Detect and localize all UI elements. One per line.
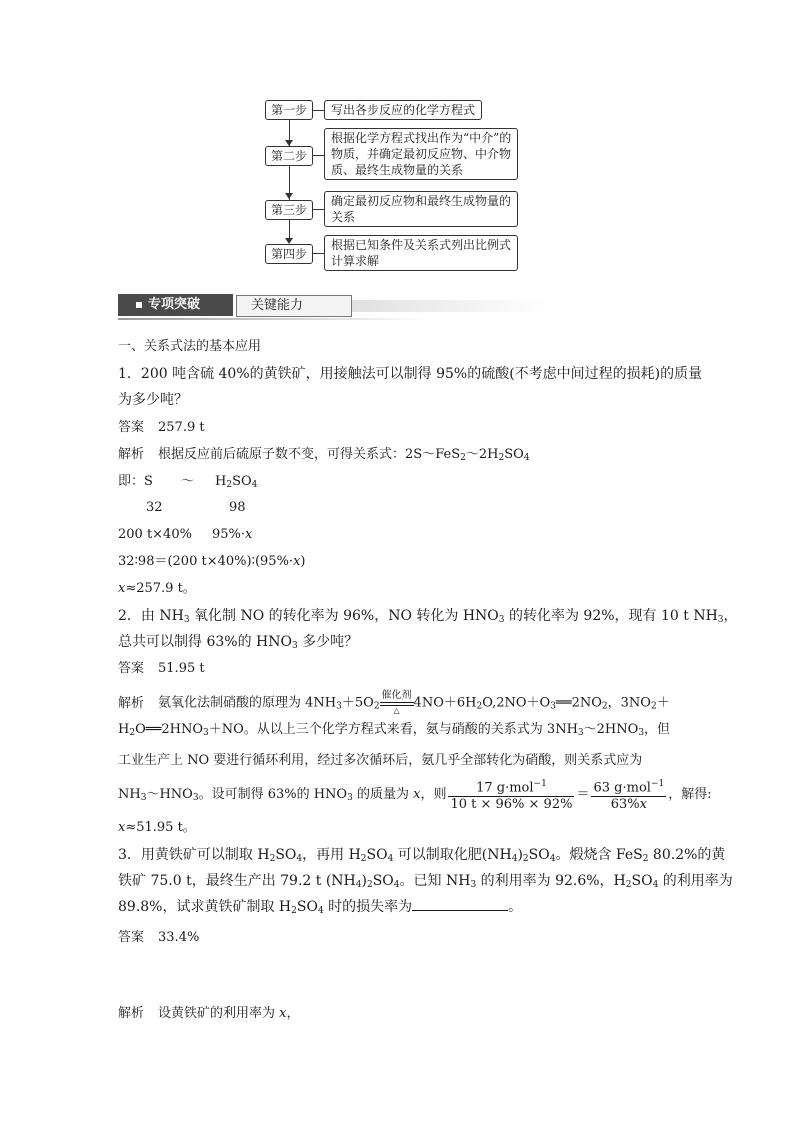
q2-line2 [118,633,358,655]
text: 。煅烧含 FeS [555,847,643,863]
q1-result [118,580,196,598]
sub: 3 [140,793,147,804]
flow-link [312,110,324,111]
text: 。 [508,899,523,915]
section-title: 一、关系式法的基本应用 [118,339,262,354]
q1-line1: 1．200 吨含硫 40%的黄铁矿，用接触法可以制得 95%的硫酸(不考虑中间过程的损耗)的质量 [118,366,703,382]
sub: 4 [652,880,659,890]
sub: 3 [192,793,199,804]
text: O══2HNO [135,722,204,737]
sub: 3 [498,615,505,625]
q2-result [118,819,196,837]
catalyst-condition [380,691,414,715]
answer-blank[interactable] [412,898,508,911]
analysis-label: 解析 [118,1006,145,1021]
text: O,2NO＋O [482,695,551,711]
q1-row1 [118,473,153,491]
text: ，再用 H [302,847,361,863]
analysis-label: 解析 [118,447,145,462]
text: 63% [610,797,640,813]
sub: 4 [251,480,258,490]
fraction-right [591,776,666,813]
text: SO [372,873,394,889]
sub: 2 [226,480,233,490]
text: 的利用率为 [658,873,733,889]
sub: 2 [498,453,505,463]
q1-row3-b [212,526,252,544]
q1-ratio [118,553,305,571]
banner-fade [352,300,548,312]
text: 。设可制得 63%的 HNO [198,787,348,803]
sub: 3 [347,793,353,804]
denominator: 10 t × 96% × 92% [450,797,573,813]
var-x: x [293,554,301,569]
sub: 2 [476,701,483,712]
sub: 4 [393,880,400,890]
sub: 2 [650,701,657,712]
q3-analysis [118,1005,300,1023]
q2-analysis-3: 工业生产上 NO 要进行循环利用，经过多次循环后，氨几乎全部转化为硝酸，则关系式应为 [118,753,643,768]
banner-light-label: 关键能力 [236,295,352,317]
text: ＋NO。从以上三个化学方程式来看，氨与硝酸的关系式为 3NH [208,722,578,737]
text: SO [504,447,524,462]
sub: 2 [522,854,529,864]
text: ) [517,847,523,863]
sub: 4 [523,453,530,463]
text: ，3NO [607,695,651,711]
sup: −1 [650,779,665,789]
square-icon [136,302,142,308]
text: 89.8%，试求黄铁矿制取 H [118,899,292,915]
answer-value: 33.4% [158,930,200,945]
sub: 2 [360,854,367,864]
sub: 4 [317,906,324,916]
var-x: x [413,787,421,803]
text: 即：S [118,474,153,489]
sub: 3 [336,701,342,712]
flow-desc-line: 关系 [331,210,356,224]
text: ) [361,873,367,889]
q3-line2 [118,872,733,894]
flow-desc-line: 质、最终生成物量的关系 [331,163,464,177]
answer-value: 51.95 t [158,661,205,676]
q1-row2-b: 98 [229,500,246,515]
text: NH [118,787,141,803]
banner-dark [118,294,233,316]
sub: 3 [291,641,298,651]
sub: 3 [470,880,477,890]
text: 95%· [212,527,246,542]
sub: 3 [183,615,190,625]
text: SO [232,474,252,489]
var-x: x [118,581,126,596]
text: 32∶98＝(200 t×40%)∶(95%· [118,554,294,569]
text: SO [528,847,550,863]
analysis-label: 解析 [118,695,145,711]
flow-link [312,253,324,254]
sub: 2 [601,701,608,712]
flow-desc-line: 根据化学方程式找出作为“中介”的 [331,131,512,145]
text: ≈257.9 t。 [125,581,196,596]
answer-label: 答案 [118,661,145,676]
flow-step-4: 第四步 [265,244,313,264]
sub: 4 [387,854,394,864]
q1-analysis [118,446,530,467]
text: 根据反应前后硫原子数不变，可得关系式：2S～FeS [158,447,461,462]
text: ， [723,608,738,624]
text: ≈51.95 t。 [125,820,196,835]
flow-desc-3 [324,191,518,227]
flow-desc-line: 写出各步反应的化学方程式 [331,103,476,117]
text: 80.2%的黄 [648,847,726,863]
text: 总共可以制得 63%的 HNO [118,634,292,650]
text: H [118,722,130,737]
sub: 2 [269,854,276,864]
q1-line2: 为多少吨？ [118,392,188,408]
text: SO [366,847,388,863]
text: 的转化率为 92%，现有 10 t NH [504,608,718,624]
sub: 2 [642,854,649,864]
text: ＋5O [341,695,374,711]
banner-underline [118,318,428,320]
flow-desc-line: 根据已知条件及关系式列出比例式 [331,238,512,252]
q1-row1-tilde: ～ [181,474,195,489]
sup: −1 [533,779,547,789]
text: ～HNO [146,787,193,803]
q1-row1-h2so4 [215,473,257,494]
answer-value: 257.9 t [158,420,205,435]
q1-row3-a: 200 t×40% [118,527,192,542]
q2-analysis-4: $NH_3\sim HNO_3$。设可制得 63%的 $HNO_3$ 的质量为 x，则 $\frac{17 g\cdot mol^{-1}}{10 t \times 96\% \times 92\%}$ ＝ $\frac{63 g\cdot mol^{-1}}{63\%x}$ ，解得: [118,776,712,816]
text: 4NO＋6H [413,695,477,711]
text: ， [286,1006,300,1021]
q1-answer [118,419,205,437]
var-x: x [279,1006,287,1021]
text: △ [393,706,400,715]
q2-analysis-1 [118,691,670,716]
answer-label: 答案 [118,930,145,945]
text: 催化剂 [381,690,412,701]
text: SO [275,847,297,863]
text: 的利用率为 92.6%，H [476,873,626,889]
text: H [215,474,227,489]
q2-answer [118,660,205,678]
text: 氨氧化法制硝酸的原理为 4NH [158,695,337,711]
text: 63 g·mol [593,780,651,796]
denominator [591,797,666,813]
answer-label: 答案 [118,420,145,435]
text: ～2H [465,447,499,462]
text: 铁矿 75.0 t，最终生产出 79.2 t (NH [118,873,356,889]
sub: 3 [550,701,556,712]
sub: 2 [291,906,297,916]
numerator [591,776,666,797]
sub: 2 [625,880,632,890]
q3-line1 [118,846,725,868]
flow-desc-4 [324,235,518,271]
sub: 4 [549,854,556,864]
sub: 2 [373,701,380,712]
flow-link [312,155,324,156]
q3-line3 [118,898,522,920]
text: 多少吨？ [297,634,359,650]
fraction-left [448,776,574,813]
text: 氧化制 NO 的转化率为 96%，NO 转化为 HNO [189,608,499,624]
sub: 2 [129,728,136,738]
flow-desc-2 [324,128,518,180]
flow-desc-line: 确定最初反应物和最终生成物量的 [331,194,512,208]
numerator [448,776,574,797]
text: 2．由 NH [118,608,184,624]
text: ) [300,554,306,569]
q2-line1 [118,607,738,629]
text: 时的损失率为 [323,899,413,915]
text: 可以制取化肥(NH [393,847,512,863]
sub: 3 [638,728,645,738]
sub: 3 [577,728,584,738]
sub: 2 [460,453,466,463]
flow-step-1: 第一步 [265,100,313,120]
flow-desc-line: 计算求解 [331,254,380,268]
sub: 4 [296,854,303,864]
var-x: x [639,797,647,813]
sub: 2 [366,880,373,890]
text: ～2HNO [583,722,639,737]
text: 3．用黄铁矿可以制取 H [118,847,270,863]
section-banner [118,294,428,316]
banner-dark-label: 专项突破 [148,297,201,312]
flow-step-2: 第二步 [265,146,313,166]
text: 的质量为 [352,787,414,803]
flow-link [312,209,324,210]
sub: 3 [203,728,209,738]
q1-row2-a: 32 [146,500,163,515]
flow-arrow [285,193,293,199]
flow-step-3: 第三步 [265,200,313,220]
flow-desc-line: 物质，并确定最初反应物、中介物 [331,147,512,161]
q2-analysis-2 [118,721,670,742]
text: 17 g·mol [476,780,534,796]
text: ，解得: [668,787,712,803]
text: ══2NO [555,695,602,711]
var-x: x [245,527,253,542]
text: SO [631,873,653,889]
flow-desc-1 [324,100,482,120]
flow-connector [289,118,290,238]
text: 。已知 NH [399,873,471,889]
sub: 3 [717,615,724,625]
text: ＋ [656,695,670,711]
sub: 4 [511,854,518,864]
text: 设黄铁矿的利用率为 [158,1006,280,1021]
text: ，但 [644,722,671,737]
var-x: x [118,820,126,835]
text: SO [296,899,318,915]
sub: 4 [355,880,362,890]
text: ，则 [420,787,447,803]
q3-answer [118,929,199,947]
